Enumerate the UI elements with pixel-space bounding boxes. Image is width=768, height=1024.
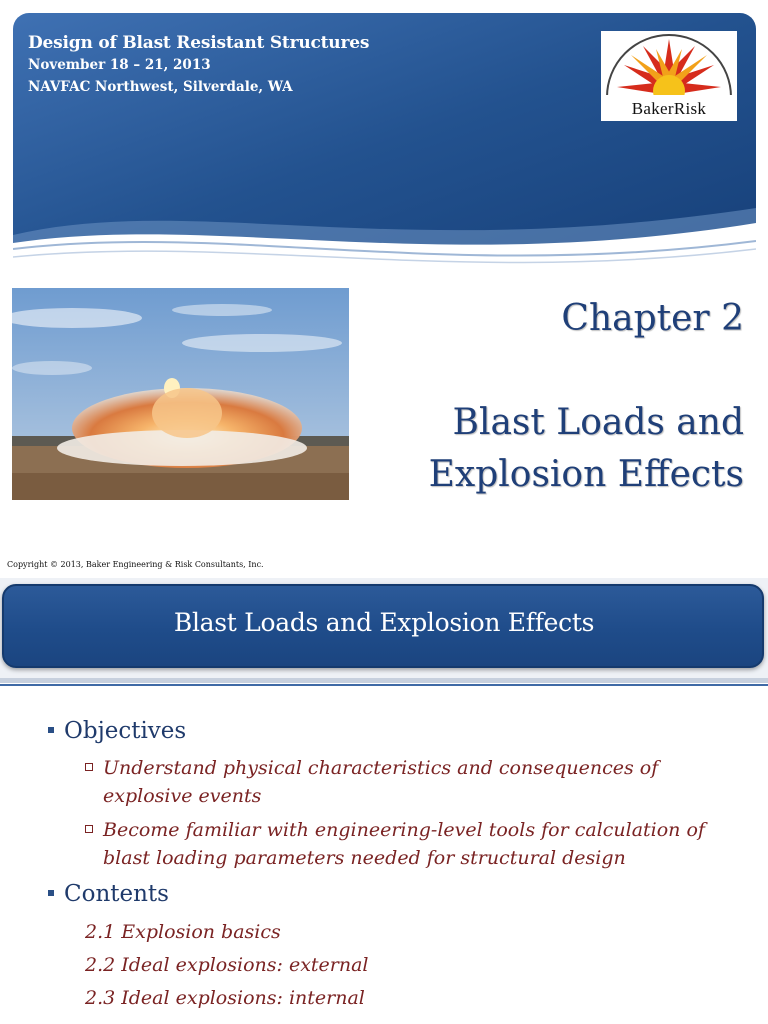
chapter-title: Blast Loads and Explosion Effects <box>428 402 744 495</box>
event-date: November 18 – 21, 2013 <box>28 57 211 73</box>
list-item: Become familiar with engineering-level tools for calculation of blast loading parameters needed for structural design <box>85 816 725 872</box>
copyright-text: Copyright © 2013, Baker Engineering & Risk Consultants, Inc. <box>7 560 264 569</box>
event-title: Design of Blast Resistant Structures <box>28 33 370 53</box>
bullet-icon <box>48 727 54 733</box>
divider <box>0 678 768 683</box>
bullet-icon <box>48 890 54 896</box>
chapter-number: Chapter 2 <box>561 298 744 339</box>
square-bullet-icon <box>85 825 93 833</box>
content-slide <box>0 578 768 1024</box>
contents-heading: Contents <box>48 881 169 907</box>
contents-item: 2.2 Ideal explosions: external <box>85 954 369 976</box>
event-location: NAVFAC Northwest, Silverdale, WA <box>28 79 293 95</box>
divider <box>0 684 768 686</box>
slide-title: Blast Loads and Explosion Effects <box>173 608 595 637</box>
explosion-photo-icon <box>12 288 349 500</box>
logo-text: BakerRisk <box>631 99 707 118</box>
bakerrisk-logo <box>601 31 737 121</box>
contents-item: 2.3 Ideal explosions: internal <box>85 987 365 1009</box>
list-item: Understand physical characteristics and consequences of explosive events <box>85 754 725 810</box>
objectives-heading: Objectives <box>48 718 186 744</box>
contents-item: 2.1 Explosion basics <box>85 921 281 943</box>
square-bullet-icon <box>85 763 93 771</box>
